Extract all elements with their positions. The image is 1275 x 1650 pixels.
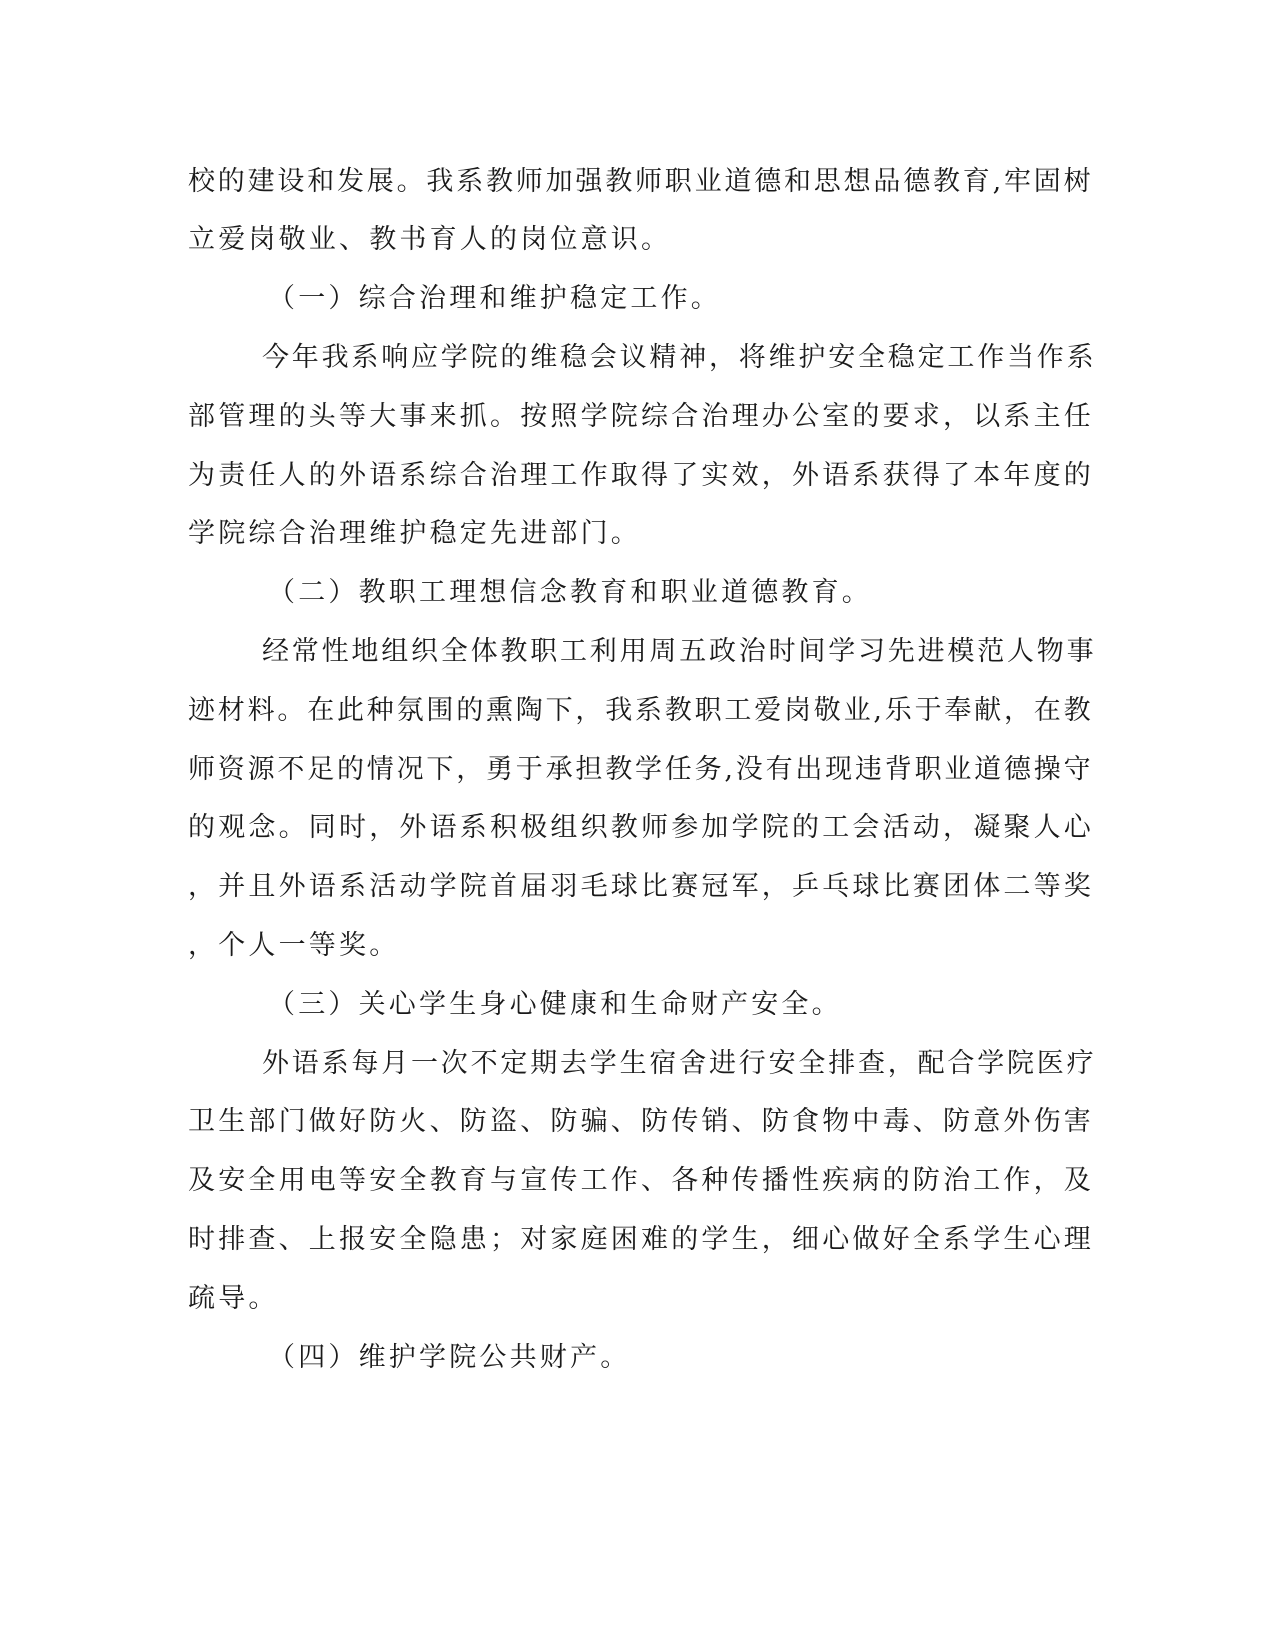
body-text-line: ，并且外语系活动学院首届羽毛球比赛冠军，乒乓球比赛团体二等奖 bbox=[188, 871, 1094, 902]
body-text-line: 疏导。 bbox=[188, 1283, 279, 1314]
section-heading-2: （二）教职工理想信念教育和职业道德教育。 bbox=[268, 577, 872, 608]
section-heading-1: （一）综合治理和维护稳定工作。 bbox=[268, 283, 721, 314]
body-text-line: 迹材料。在此种氛围的熏陶下，我系教职工爱岗敬业,乐于奉献，在教 bbox=[188, 695, 1094, 726]
body-text-line: 为责任人的外语系综合治理工作取得了实效，外语系获得了本年度的 bbox=[188, 460, 1094, 491]
body-text-line: 立爱岗敬业、教书育人的岗位意识。 bbox=[188, 224, 672, 255]
body-text-line: 校的建设和发展。我系教师加强教师职业道德和思想品德教育,牢固树 bbox=[188, 166, 1094, 197]
body-text-line: 师资源不足的情况下，勇于承担教学任务,没有出现违背职业道德操守 bbox=[188, 754, 1094, 785]
section-heading-3: （三）关心学生身心健康和生命财产安全。 bbox=[268, 989, 842, 1020]
body-text-line: 部管理的头等大事来抓。按照学院综合治理办公室的要求，以系主任 bbox=[188, 401, 1094, 432]
body-text-line: 外语系每月一次不定期去学生宿舍进行安全排查，配合学院医疗 bbox=[262, 1048, 1097, 1079]
body-text-line: 及安全用电等安全教育与宣传工作、各种传播性疾病的防治工作，及 bbox=[188, 1165, 1094, 1196]
body-text-line: 的观念。同时，外语系积极组织教师参加学院的工会活动，凝聚人心 bbox=[188, 812, 1094, 843]
body-text-line: 经常性地组织全体教职工利用周五政治时间学习先进模范人物事 bbox=[262, 636, 1097, 667]
body-text-line: 卫生部门做好防火、防盗、防骗、防传销、防食物中毒、防意外伤害 bbox=[188, 1106, 1094, 1137]
body-text-line: 时排查、上报安全隐患；对家庭困难的学生，细心做好全系学生心理 bbox=[188, 1224, 1094, 1255]
section-heading-4: （四）维护学院公共财产。 bbox=[268, 1342, 631, 1373]
body-text-line: 今年我系响应学院的维稳会议精神，将维护安全稳定工作当作系 bbox=[262, 342, 1097, 373]
body-text-line: ，个人一等奖。 bbox=[188, 930, 400, 961]
body-text-line: 学院综合治理维护稳定先进部门。 bbox=[188, 518, 641, 549]
